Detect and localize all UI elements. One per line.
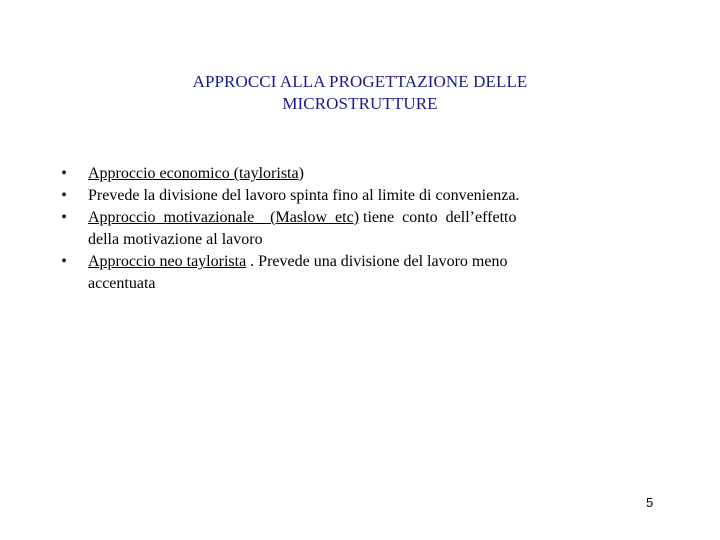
bullet-text: Prevede la divisione del lavoro spinta fino al limite di convenienza. bbox=[88, 187, 520, 204]
bullet-item-approccio-neo-taylorista bbox=[58, 251, 658, 295]
bullet-item-approccio-economico bbox=[58, 163, 658, 185]
bullet-marker: • bbox=[61, 253, 67, 270]
bullet-list bbox=[58, 163, 658, 295]
bullet-underlined-text: Approccio economico (taylorista bbox=[88, 165, 299, 182]
bullet-underlined-text: Approccio neo taylorista bbox=[88, 253, 247, 270]
title-line-2: MICROSTRUTTURE bbox=[282, 94, 438, 113]
title-line-1: APPROCCI ALLA PROGETTAZIONE DELLE bbox=[192, 72, 528, 91]
bullet-continuation-text: della motivazione al lavoro bbox=[88, 231, 263, 248]
bullet-text: tiene conto dell’effetto bbox=[359, 209, 517, 226]
bullet-item-divisione-lavoro bbox=[58, 185, 658, 207]
bullet-marker: • bbox=[61, 165, 67, 182]
bullet-text: . Prevede una divisione del lavoro meno bbox=[246, 253, 508, 270]
bullet-marker: • bbox=[61, 209, 67, 226]
slide-title bbox=[110, 71, 610, 115]
bullet-item-approccio-motivazionale bbox=[58, 207, 658, 251]
bullet-text: ) bbox=[298, 165, 304, 182]
bullet-marker: • bbox=[61, 187, 67, 204]
page-number: 5 bbox=[646, 495, 654, 510]
bullet-continuation-text: accentuata bbox=[88, 275, 156, 292]
bullet-underlined-text: Approccio motivazionale (Maslow etc) bbox=[88, 209, 360, 226]
